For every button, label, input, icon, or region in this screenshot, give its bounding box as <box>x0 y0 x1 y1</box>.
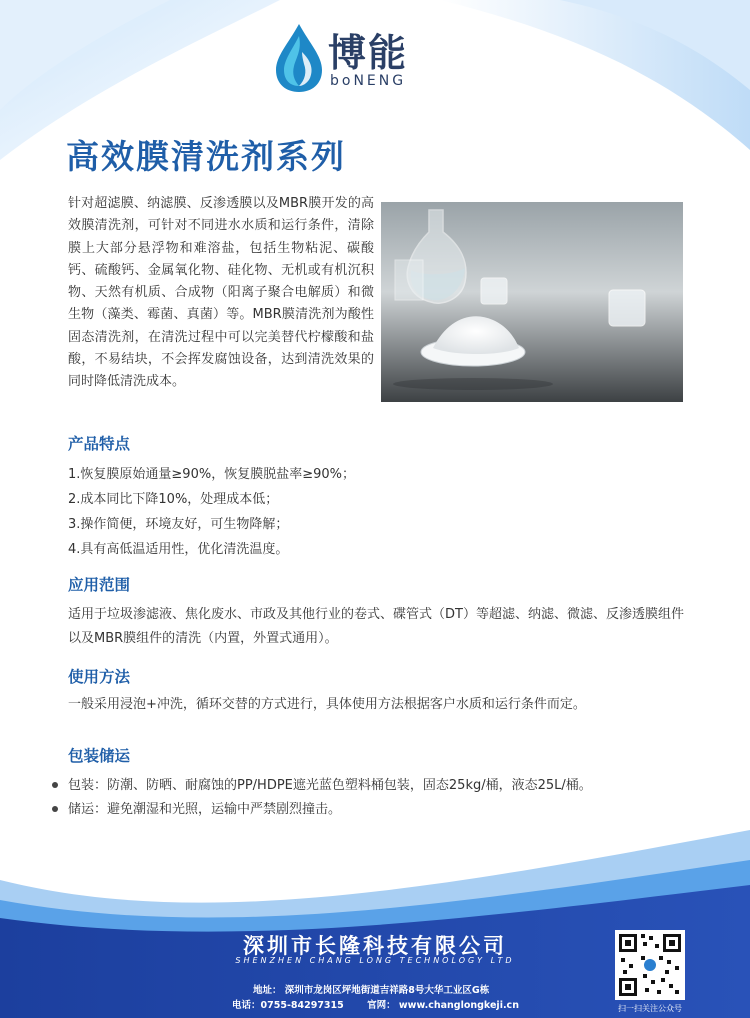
list-item: 4.具有高低温适用性，优化清洗温度。 <box>68 542 289 557</box>
application-paragraph: 适用于垃圾渗滤液、焦化废水、市政及其他行业的卷式、碟管式（DT）等超滤、纳滤、微滤、反渗透膜组件以及MBR膜组件的清洗（内置，外置式通用）。 <box>68 607 684 646</box>
list-item: 1.恢复膜原始通量≥90%，恢复膜脱盐率≥90%； <box>68 467 355 482</box>
company-name-cn: 深圳市长隆科技有限公司 <box>243 934 507 958</box>
brand-name-en: boNENG <box>330 73 407 89</box>
features-list <box>68 462 355 562</box>
water-drop-icon <box>272 22 326 94</box>
list-item <box>52 798 592 822</box>
features-heading: 产品特点 <box>68 435 131 453</box>
packaging-heading: 包装储运 <box>68 747 131 765</box>
packaging-item-text: 包装：防潮、防晒、耐腐蚀的PP/HDPE遮光蓝色塑料桶包装，固态25kg/桶，液态25L/桶。 <box>68 778 592 793</box>
usage-heading: 使用方法 <box>68 668 131 686</box>
intro-paragraph: 针对超滤膜、纳滤膜、反渗透膜以及MBR膜开发的高效膜清洗剂，可针对不同进水水质和运行条件，清除膜上大部分悬浮物和难溶盐，包括生物粘泥、碳酸钙、硫酸钙、金属氧化物、硅化物、无机或有机沉积物、天然有机质、合成物（阳离子聚合电解质）和微生物（藻类、霉菌、真菌）等。MBR膜清洗剂为酸性固态清洗剂，在清洗过程中可以完美替代柠檬酸和盐酸，不易结块，不会挥发腐蚀设备，达到清洗效果的同时降低清洗成本。 <box>68 196 374 390</box>
qr-code-icon <box>615 930 685 1000</box>
company-website[interactable]: 官网： www.changlongkeji.cn <box>367 1000 519 1011</box>
list-item <box>52 774 592 798</box>
packaging-item-text: 储运：避免潮湿和光照，运输中严禁剧烈撞击。 <box>68 802 342 817</box>
list-item: 3.操作简便，环境友好，可生物降解； <box>68 517 289 532</box>
product-photo <box>381 202 683 402</box>
brand-logo <box>272 20 452 98</box>
brand-name-cn: 博能 <box>328 31 409 75</box>
contact-line <box>232 997 539 1011</box>
list-item: 2.成本同比下降10%，处理成本低； <box>68 492 279 507</box>
bullet-icon <box>52 782 58 788</box>
packaging-list <box>52 774 592 822</box>
bullet-icon <box>52 806 58 812</box>
usage-paragraph: 一般采用浸泡+冲洗，循环交替的方式进行，具体使用方法根据客户水质和运行条件而定。 <box>68 697 586 712</box>
company-phone: 电话：0755-84297315 <box>232 1000 344 1011</box>
qr-caption: 扫一扫关注公众号 <box>618 1004 682 1013</box>
application-heading: 应用范围 <box>68 576 131 594</box>
company-address: 地址： 深圳市龙岗区坪地街道吉祥路8号大华工业区G栋 <box>253 985 490 996</box>
page-title: 高效膜清洗剂系列 <box>66 137 346 176</box>
company-name-en: SHENZHEN CHANG LONG TECHNOLOGY LTD <box>235 956 515 965</box>
